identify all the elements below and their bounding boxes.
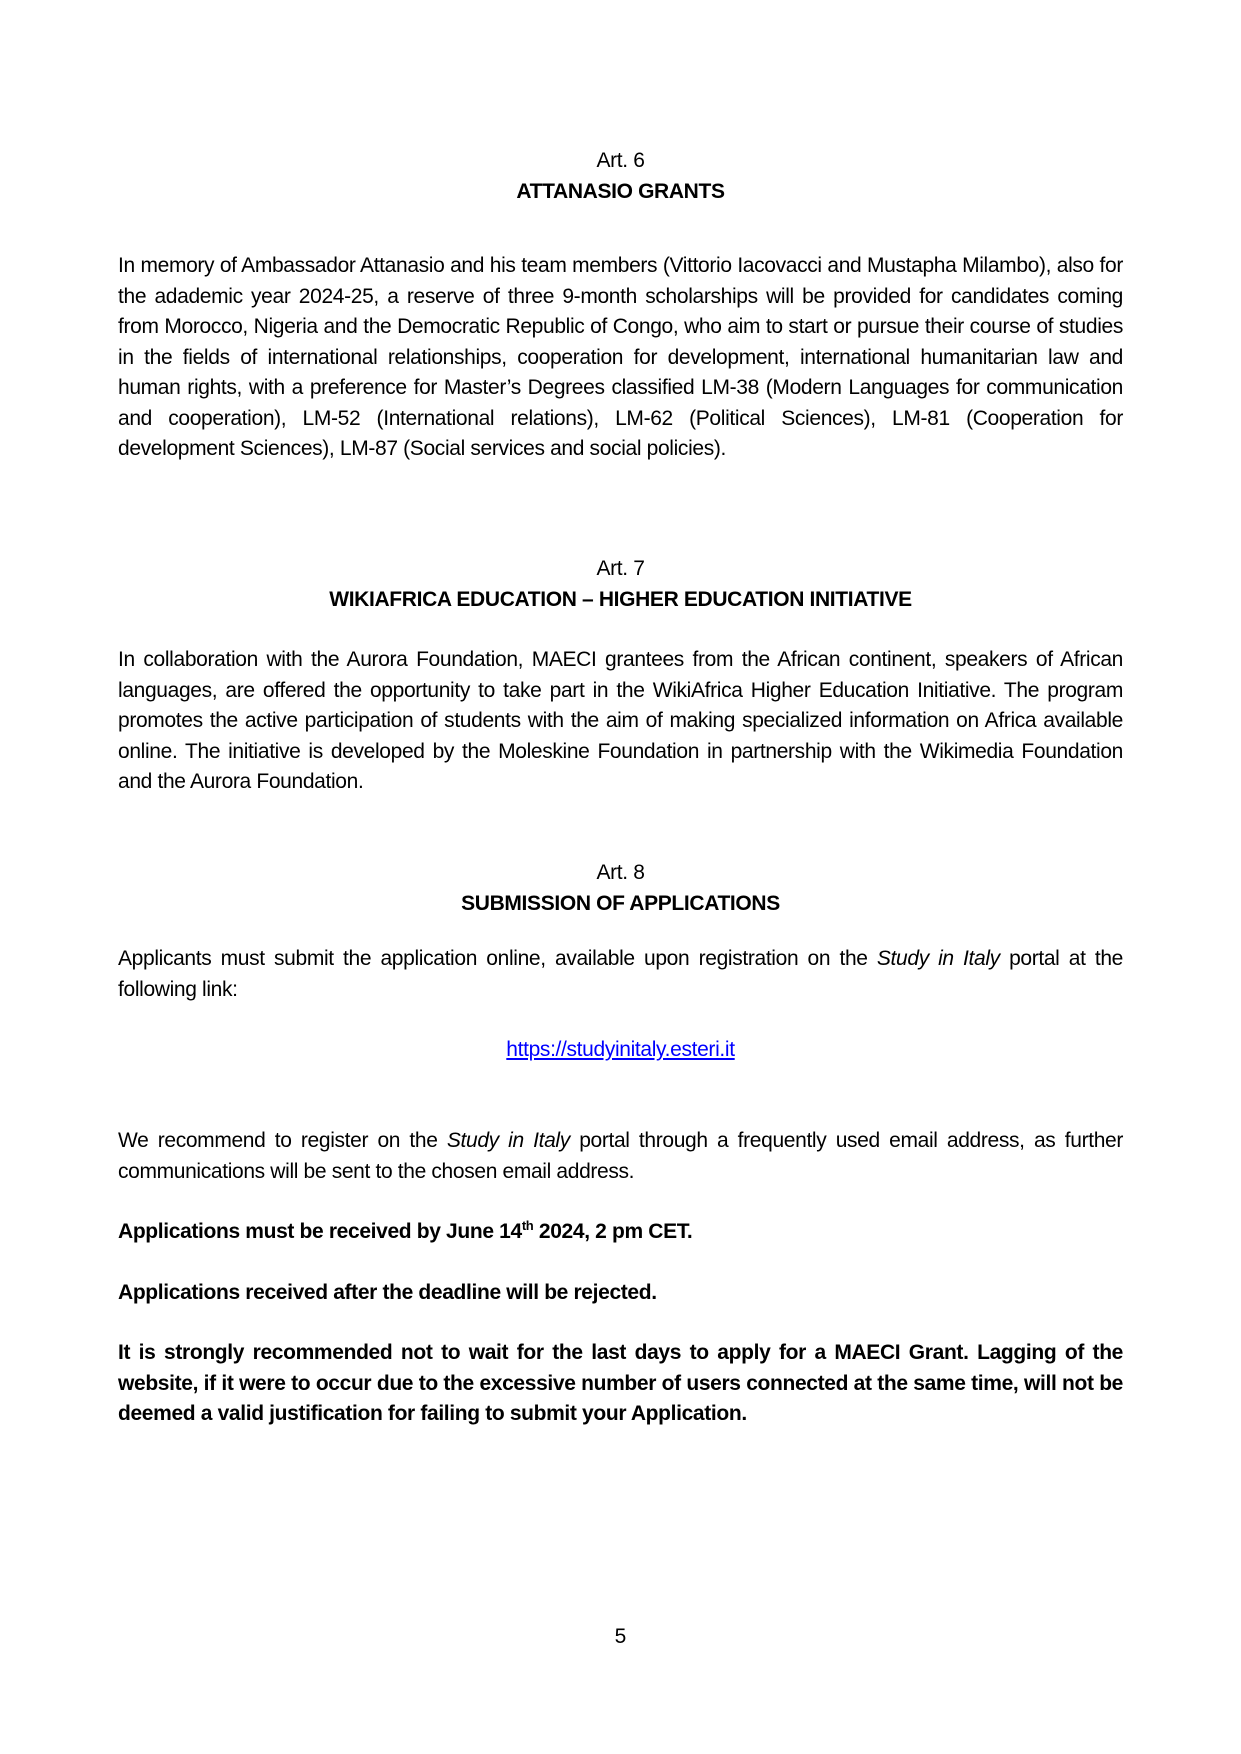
intro-text-end: portal at the following link: [118, 947, 1123, 1001]
deadline-text: Applications must be received by June 14 [118, 1220, 522, 1243]
article-8-header [118, 858, 1123, 919]
article-6-paragraph: In memory of Ambassador Attanasio and his team members (Vittorio Iacovacci and Mustapha Milambo), also for the adademic year 2024-25, a reserve of three 9-month scholarships will be provided for candidates coming from Morocco, Nigeria and the Democratic Republic of Congo, who aim to start or pursue their course of studies in the fields of international relationships, cooperation for development, international humanitarian law and human rights, with a preference for Master’s Degrees classified LM-38 (Modern Languages for communication and cooperation), LM-52 (International relations), LM-62 (Political Sciences), LM-81 (Cooperation for development Sciences), LM-87 (Social services and social policies). [118, 254, 1123, 460]
warning-paragraph: It is strongly recommended not to wait for the last days to apply for a MAECI Grant. Lagging of the website, if it were to occur due to the excessive number of users connected at the same time, will not be deemed a valid justification for failing to submit your Application. [118, 1341, 1123, 1425]
rejection-notice: Applications received after the deadline will be rejected. [118, 1281, 657, 1304]
deadline-text-end: 2024, 2 pm CET. [533, 1220, 693, 1243]
article-title: WIKIAFRICA EDUCATION – HIGHER EDUCATION INITIATIVE [329, 587, 912, 611]
ordinal-suffix: th [521, 1218, 534, 1233]
study-in-italy-link[interactable]: https://studyinitaly.esteri.it [506, 1038, 735, 1061]
article-number: Art. 8 [596, 861, 645, 884]
portal-name: Study in Italy [446, 1129, 570, 1152]
portal-name: Study in Italy [876, 947, 1000, 970]
recommend-paragraph [118, 1126, 1123, 1187]
article-title: SUBMISSION OF APPLICATIONS [461, 891, 780, 915]
recommend-text-end: portal through a frequently used email address, as further communications will be sent to the chosen email address. [118, 1129, 1123, 1183]
article-number: Art. 6 [596, 149, 645, 172]
article-8-intro-paragraph [118, 944, 1123, 1005]
page-number: 5 [614, 1625, 627, 1648]
link-row [118, 1035, 1123, 1066]
article-number: Art. 7 [596, 557, 645, 580]
recommend-text: We recommend to register on the [118, 1129, 447, 1152]
article-6-header [118, 146, 1123, 207]
article-title: ATTANASIO GRANTS [516, 179, 725, 203]
article-7-header [118, 554, 1123, 615]
intro-text: Applicants must submit the application online, available upon registration on the [118, 947, 877, 970]
article-7-paragraph: In collaboration with the Aurora Foundation, MAECI grantees from the African continent, speakers of African languages, are offered the opportunity to take part in the WikiAfrica Higher Education Initiative. The program promotes the active participation of students with the aim of making specialized information on Africa available online. The initiative is developed by the Moleskine Foundation in partnership with the Wikimedia Foundation and the Aurora Foundation. [118, 648, 1123, 793]
deadline-notice [118, 1217, 1123, 1248]
